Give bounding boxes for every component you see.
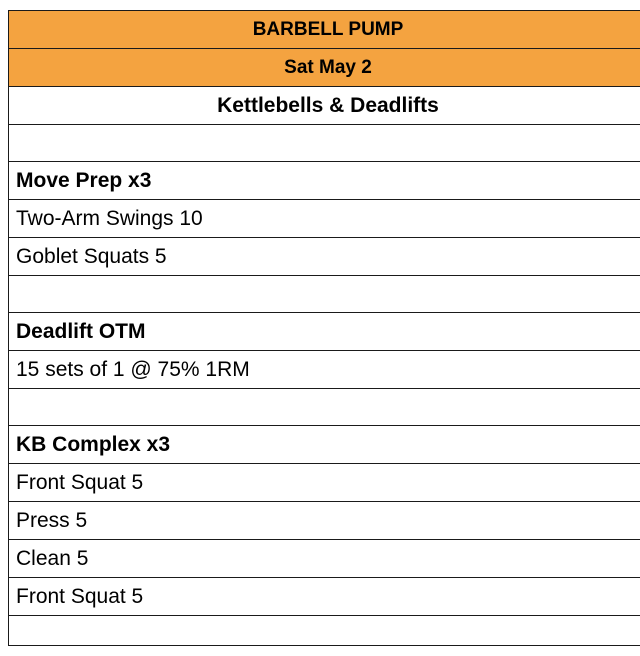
section-heading-row bbox=[9, 313, 640, 351]
exercise-cell[interactable]: Two-Arm Swings 10 bbox=[9, 200, 640, 238]
exercise-row bbox=[9, 502, 640, 540]
exercise-cell[interactable]: Press 5 bbox=[9, 502, 640, 540]
section-heading-row bbox=[9, 162, 640, 200]
blank-row bbox=[9, 616, 640, 646]
exercise-cell[interactable]: Clean 5 bbox=[9, 540, 640, 578]
section-heading-row bbox=[9, 426, 640, 464]
exercise-row bbox=[9, 200, 640, 238]
section-heading-move-prep[interactable]: Move Prep x3 bbox=[9, 162, 640, 200]
empty-cell[interactable] bbox=[9, 125, 640, 162]
exercise-row bbox=[9, 238, 640, 276]
workout-title-cell[interactable]: Kettlebells & Deadlifts bbox=[9, 87, 640, 125]
exercise-row bbox=[9, 578, 640, 616]
program-title-cell[interactable]: BARBELL PUMP bbox=[9, 11, 640, 49]
exercise-row bbox=[9, 351, 640, 389]
date-cell[interactable]: Sat May 2 bbox=[9, 49, 640, 87]
workout-sheet bbox=[8, 10, 640, 646]
exercise-cell[interactable]: 15 sets of 1 @ 75% 1RM bbox=[9, 351, 640, 389]
date-row bbox=[9, 49, 640, 87]
exercise-row bbox=[9, 540, 640, 578]
empty-cell[interactable] bbox=[9, 389, 640, 426]
blank-row bbox=[9, 276, 640, 313]
empty-cell[interactable] bbox=[9, 616, 640, 646]
exercise-row bbox=[9, 464, 640, 502]
blank-row bbox=[9, 389, 640, 426]
exercise-cell[interactable]: Front Squat 5 bbox=[9, 464, 640, 502]
empty-cell[interactable] bbox=[9, 276, 640, 313]
blank-row bbox=[9, 125, 640, 162]
section-heading-deadlift[interactable]: Deadlift OTM bbox=[9, 313, 640, 351]
program-row bbox=[9, 11, 640, 49]
exercise-cell[interactable]: Front Squat 5 bbox=[9, 578, 640, 616]
workout-title-row bbox=[9, 87, 640, 125]
section-heading-kb-complex[interactable]: KB Complex x3 bbox=[9, 426, 640, 464]
exercise-cell[interactable]: Goblet Squats 5 bbox=[9, 238, 640, 276]
